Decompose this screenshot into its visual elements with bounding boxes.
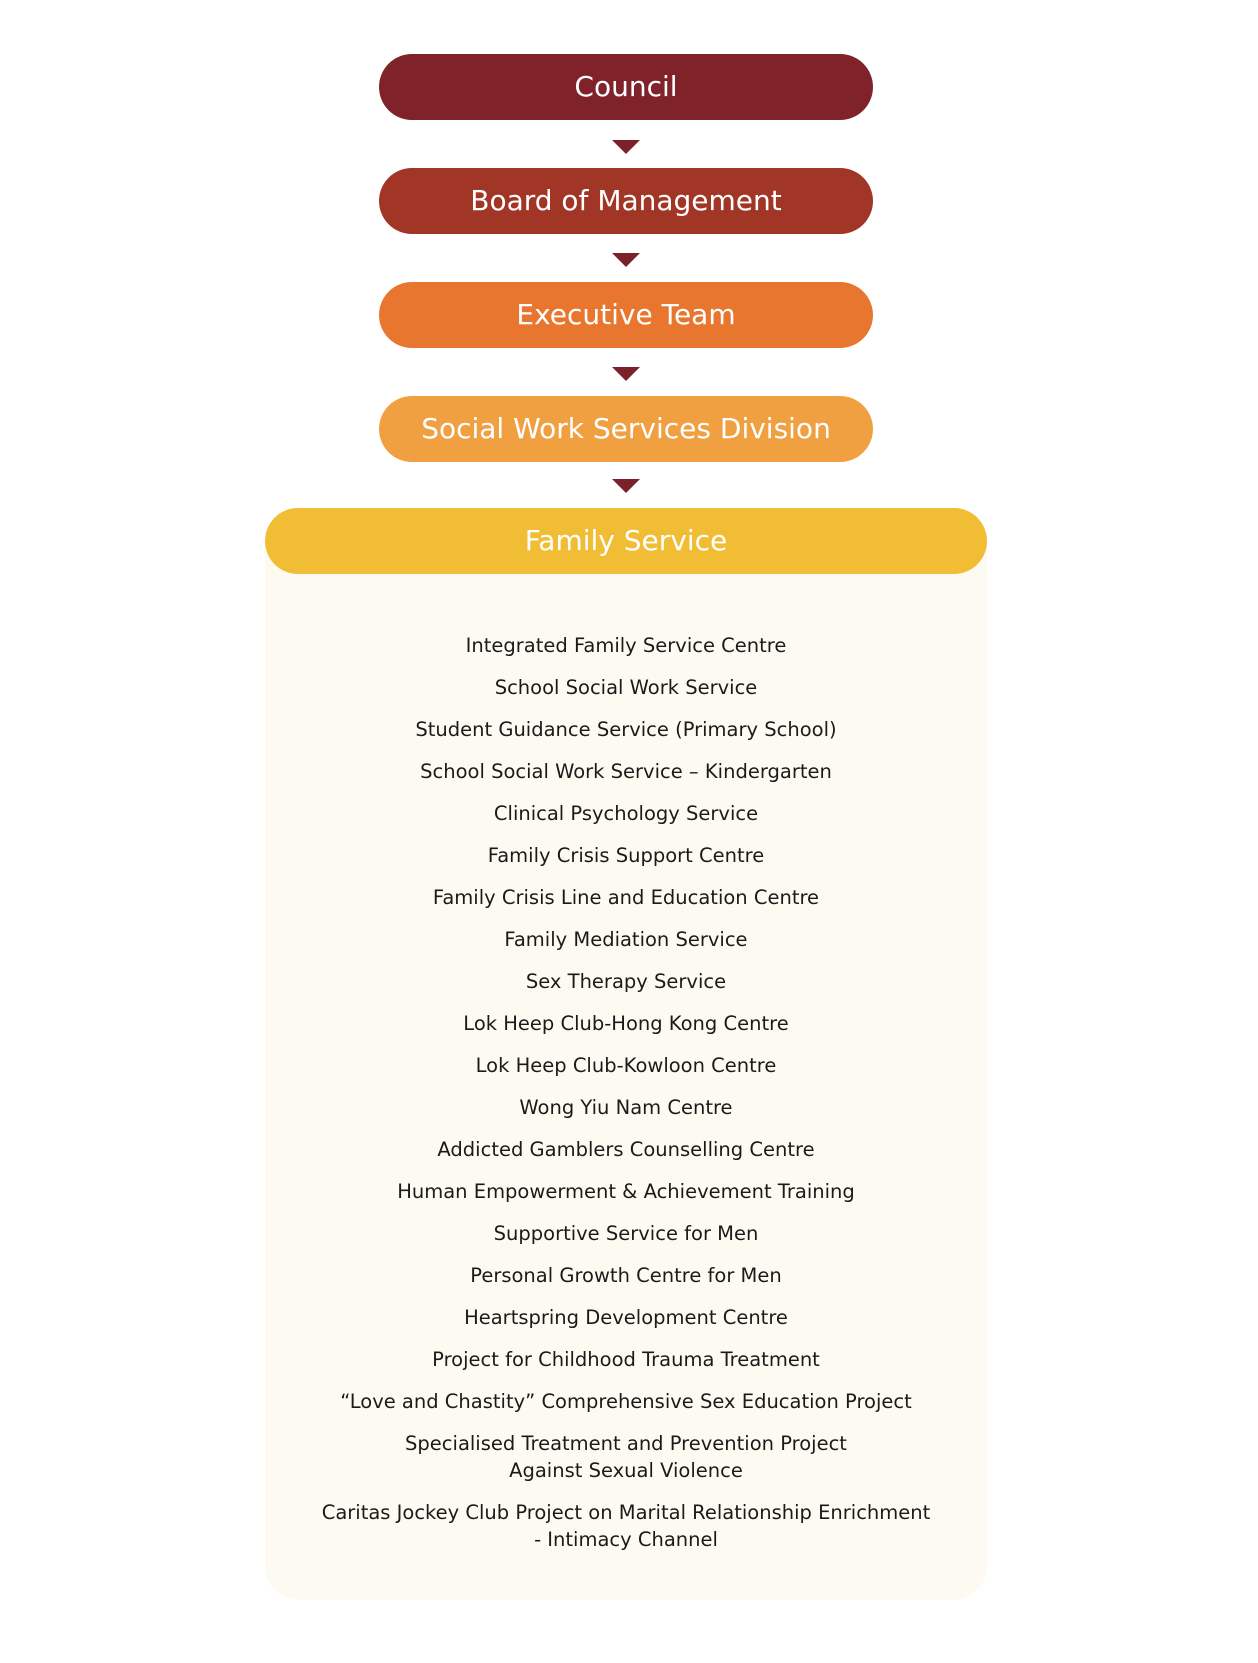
service-item: Lok Heep Club-Kowloon Centre [475, 1054, 777, 1077]
social-work-division-box: Social Work Services Division [379, 396, 873, 462]
service-item: Addicted Gamblers Counselling Centre [437, 1138, 815, 1161]
down-arrow-icon [612, 253, 640, 267]
board-of-management-box: Board of Management [379, 168, 873, 234]
service-item: Human Empowerment & Achievement Training [397, 1180, 855, 1203]
service-item: Family Mediation Service [504, 928, 748, 951]
service-list [265, 632, 987, 1568]
service-item: Sex Therapy Service [525, 970, 727, 993]
service-item: Family Crisis Line and Education Centre [432, 886, 820, 909]
family-service-box: Family Service [265, 508, 987, 574]
down-arrow-icon [612, 367, 640, 381]
service-item: School Social Work Service – Kindergarten [420, 760, 832, 783]
service-item: Personal Growth Centre for Men [470, 1264, 782, 1287]
service-item: School Social Work Service [494, 676, 758, 699]
down-arrow-icon [612, 140, 640, 154]
service-item: Heartspring Development Centre [464, 1306, 788, 1329]
service-item: Integrated Family Service Centre [465, 634, 787, 657]
service-item: Family Crisis Support Centre [487, 844, 765, 867]
service-item: “Love and Chastity” Comprehensive Sex Education Project [340, 1390, 912, 1413]
service-item: Specialised Treatment and Prevention Project Against Sexual Violence [405, 1432, 847, 1482]
service-item: Supportive Service for Men [493, 1222, 759, 1245]
council-box: Council [379, 54, 873, 120]
service-item: Caritas Jockey Club Project on Marital Relationship Enrichment - Intimacy Channel [321, 1501, 931, 1551]
service-item: Clinical Psychology Service [493, 802, 759, 825]
service-item: Project for Childhood Trauma Treatment [432, 1348, 820, 1371]
executive-team-box: Executive Team [379, 282, 873, 348]
service-list-panel [265, 542, 987, 1600]
service-item: Student Guidance Service (Primary School) [415, 718, 837, 741]
down-arrow-icon [612, 479, 640, 493]
service-item: Wong Yiu Nam Centre [519, 1096, 733, 1119]
service-item: Lok Heep Club-Hong Kong Centre [463, 1012, 789, 1035]
